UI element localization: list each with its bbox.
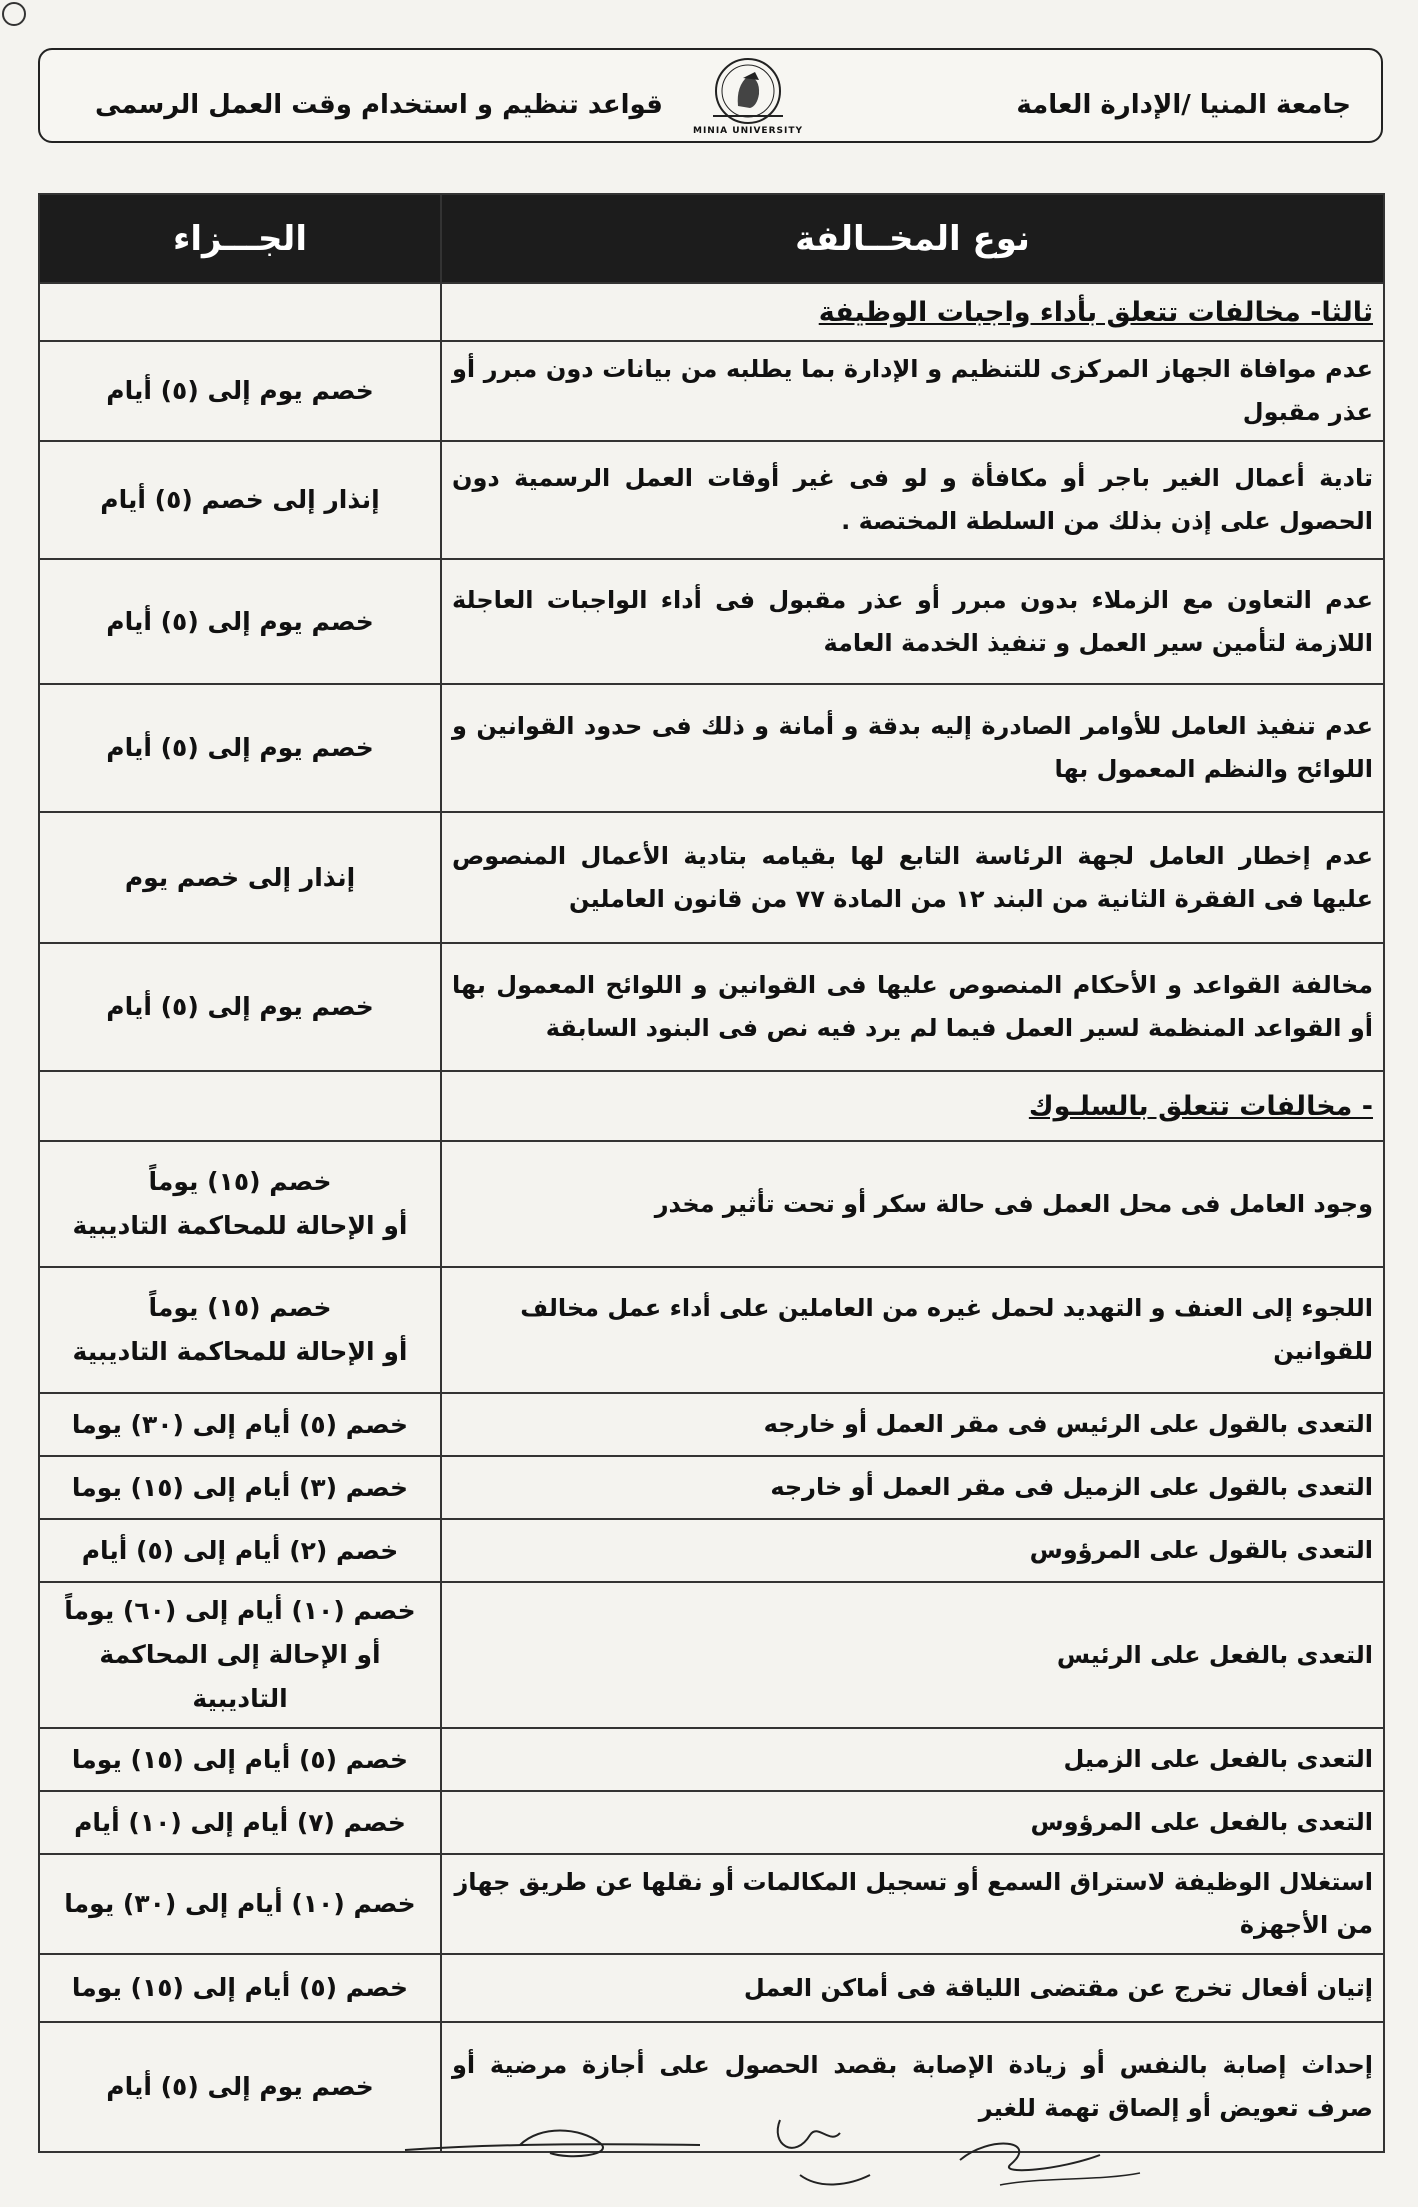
- penalty-cell: خصم (٧) أيام إلى (١٠) أيام: [39, 1791, 441, 1854]
- table-row: [39, 341, 1384, 441]
- violation-cell: وجود العامل فى محل العمل فى حالة سكر أو تحت تأثير مخدر: [441, 1141, 1384, 1267]
- table-row: [39, 1954, 1384, 2022]
- table-row: [39, 1854, 1384, 1954]
- violations-table: [38, 193, 1385, 2153]
- penalty-cell: خصم (٥) أيام إلى (١٥) يوما: [39, 1728, 441, 1791]
- table-row: [39, 1141, 1384, 1267]
- penalty-line: أو الإحالة للمحاكمة التاديبية: [72, 1211, 408, 1240]
- column-header-violation: نوع المخــالفة: [441, 194, 1384, 283]
- violation-cell: عدم تنفيذ العامل للأوامر الصادرة إليه بدقة و أمانة و ذلك فى حدود القوانين و اللوائح والنظم المعمول بها: [441, 684, 1384, 812]
- violation-cell: التعدى بالفعل على الزميل: [441, 1728, 1384, 1791]
- table-header-row: [39, 194, 1384, 283]
- violation-cell: التعدى بالفعل على المرؤوس: [441, 1791, 1384, 1854]
- penalty-line: خصم (١٥) يوماً: [148, 1167, 332, 1196]
- penalty-cell: [39, 1141, 441, 1267]
- table-row: [39, 812, 1384, 943]
- logo-caption: MINIA UNIVERSITY: [692, 126, 803, 136]
- table-row: [39, 1456, 1384, 1519]
- penalty-cell: خصم (١٠) أيام إلى (٣٠) يوما: [39, 1854, 441, 1954]
- page-header: [38, 48, 1383, 143]
- table-row: [39, 1582, 1384, 1728]
- penalty-line: أو الإحالة إلى المحاكمة التاديبية: [99, 1640, 381, 1713]
- penalty-cell: خصم (٣) أيام إلى (١٥) يوما: [39, 1456, 441, 1519]
- violation-cell: التعدى بالقول على المرؤوس: [441, 1519, 1384, 1582]
- violation-cell: إتيان أفعال تخرج عن مقتضى اللياقة فى أماكن العمل: [441, 1954, 1384, 2022]
- university-logo: [688, 56, 808, 142]
- violation-cell: عدم التعاون مع الزملاء بدون مبرر أو عذر مقبول فى أداء الواجبات العاجلة اللازمة لتأمين سير العمل و تنفيذ الخدمة العامة: [441, 559, 1384, 684]
- section-title-conduct: - مخالفات تتعلق بالسلـوك: [441, 1071, 1384, 1141]
- section-spacer: [39, 1071, 441, 1141]
- violation-cell: مخالفة القواعد و الأحكام المنصوص عليها فى القوانين و اللوائح المعمول بها أو القواعد المنظمة لسير العمل فيما لم يرد فيه نص فى البنود السابقة: [441, 943, 1384, 1071]
- section-header-row: [39, 283, 1384, 341]
- penalty-line: خصم (١٠) أيام إلى (٦٠) يوماً: [64, 1596, 416, 1625]
- section-title-job-duties: ثالثا- مخالفات تتعلق بأداء واجبات الوظيفة: [441, 283, 1384, 341]
- violation-cell: التعدى بالقول على الزميل فى مقر العمل أو خارجه: [441, 1456, 1384, 1519]
- table-row: [39, 1267, 1384, 1393]
- header-document-title: قواعد تنظيم و استخدام وقت العمل الرسمى: [95, 90, 663, 120]
- table-row: [39, 1728, 1384, 1791]
- violation-cell: اللجوء إلى العنف و التهديد لحمل غيره من العاملين على أداء عمل مخالف للقوانين: [441, 1267, 1384, 1393]
- penalty-cell: خصم (٥) أيام إلى (١٥) يوما: [39, 1954, 441, 2022]
- table-row: [39, 441, 1384, 559]
- violation-cell: التعدى بالقول على الرئيس فى مقر العمل أو خارجه: [441, 1393, 1384, 1456]
- logo-emblem-icon: [703, 56, 793, 126]
- violation-cell: إحداث إصابة بالنفس أو زيادة الإصابة بقصد الحصول على أجازة مرضية أو صرف تعويض أو إلصاق تهمة للغير: [441, 2022, 1384, 2152]
- penalty-cell: خصم يوم إلى (٥) أيام: [39, 2022, 441, 2152]
- penalty-cell: خصم يوم إلى (٥) أيام: [39, 943, 441, 1071]
- violation-cell: التعدى بالفعل على الرئيس: [441, 1582, 1384, 1728]
- penalty-cell: [39, 1582, 441, 1728]
- penalty-line: أو الإحالة للمحاكمة التاديبية: [72, 1337, 408, 1366]
- table-row: [39, 684, 1384, 812]
- penalty-cell: إنذار إلى خصم يوم: [39, 812, 441, 943]
- table-row: [39, 1393, 1384, 1456]
- violation-cell: عدم موافاة الجهاز المركزى للتنظيم و الإدارة بما يطلبه من بيانات دون مبرر أو عذر مقبول: [441, 341, 1384, 441]
- penalty-cell: خصم (٥) أيام إلى (٣٠) يوما: [39, 1393, 441, 1456]
- page-corner-mark: [2, 2, 26, 26]
- handwritten-signatures: [400, 2115, 1160, 2205]
- violation-cell: تادية أعمال الغير باجر أو مكافأة و لو فى غير أوقات العمل الرسمية دون الحصول على إذن بذلك من السلطة المختصة .: [441, 441, 1384, 559]
- table-row: [39, 1519, 1384, 1582]
- section-header-row: [39, 1071, 1384, 1141]
- penalty-cell: إنذار إلى خصم (٥) أيام: [39, 441, 441, 559]
- penalty-cell: خصم يوم إلى (٥) أيام: [39, 559, 441, 684]
- penalty-cell: خصم (٢) أيام إلى (٥) أيام: [39, 1519, 441, 1582]
- table-row: [39, 559, 1384, 684]
- table-row: [39, 1791, 1384, 1854]
- violation-cell: استغلال الوظيفة لاستراق السمع أو تسجيل المكالمات أو نقلها عن طريق جهاز من الأجهزة: [441, 1854, 1384, 1954]
- table-row: [39, 943, 1384, 1071]
- penalty-line: خصم (١٥) يوماً: [148, 1293, 332, 1322]
- column-header-penalty: الجـــزاء: [39, 194, 441, 283]
- section-spacer: [39, 283, 441, 341]
- penalty-cell: خصم يوم إلى (٥) أيام: [39, 684, 441, 812]
- penalty-cell: [39, 1267, 441, 1393]
- header-institution: جامعة المنيا /الإدارة العامة: [1016, 90, 1351, 120]
- penalty-cell: خصم يوم إلى (٥) أيام: [39, 341, 441, 441]
- violation-cell: عدم إخطار العامل لجهة الرئاسة التابع لها بقيامه بتادية الأعمال المنصوص عليها فى الفقرة الثانية من البند ١٢ من المادة ٧٧ من قانون العاملين: [441, 812, 1384, 943]
